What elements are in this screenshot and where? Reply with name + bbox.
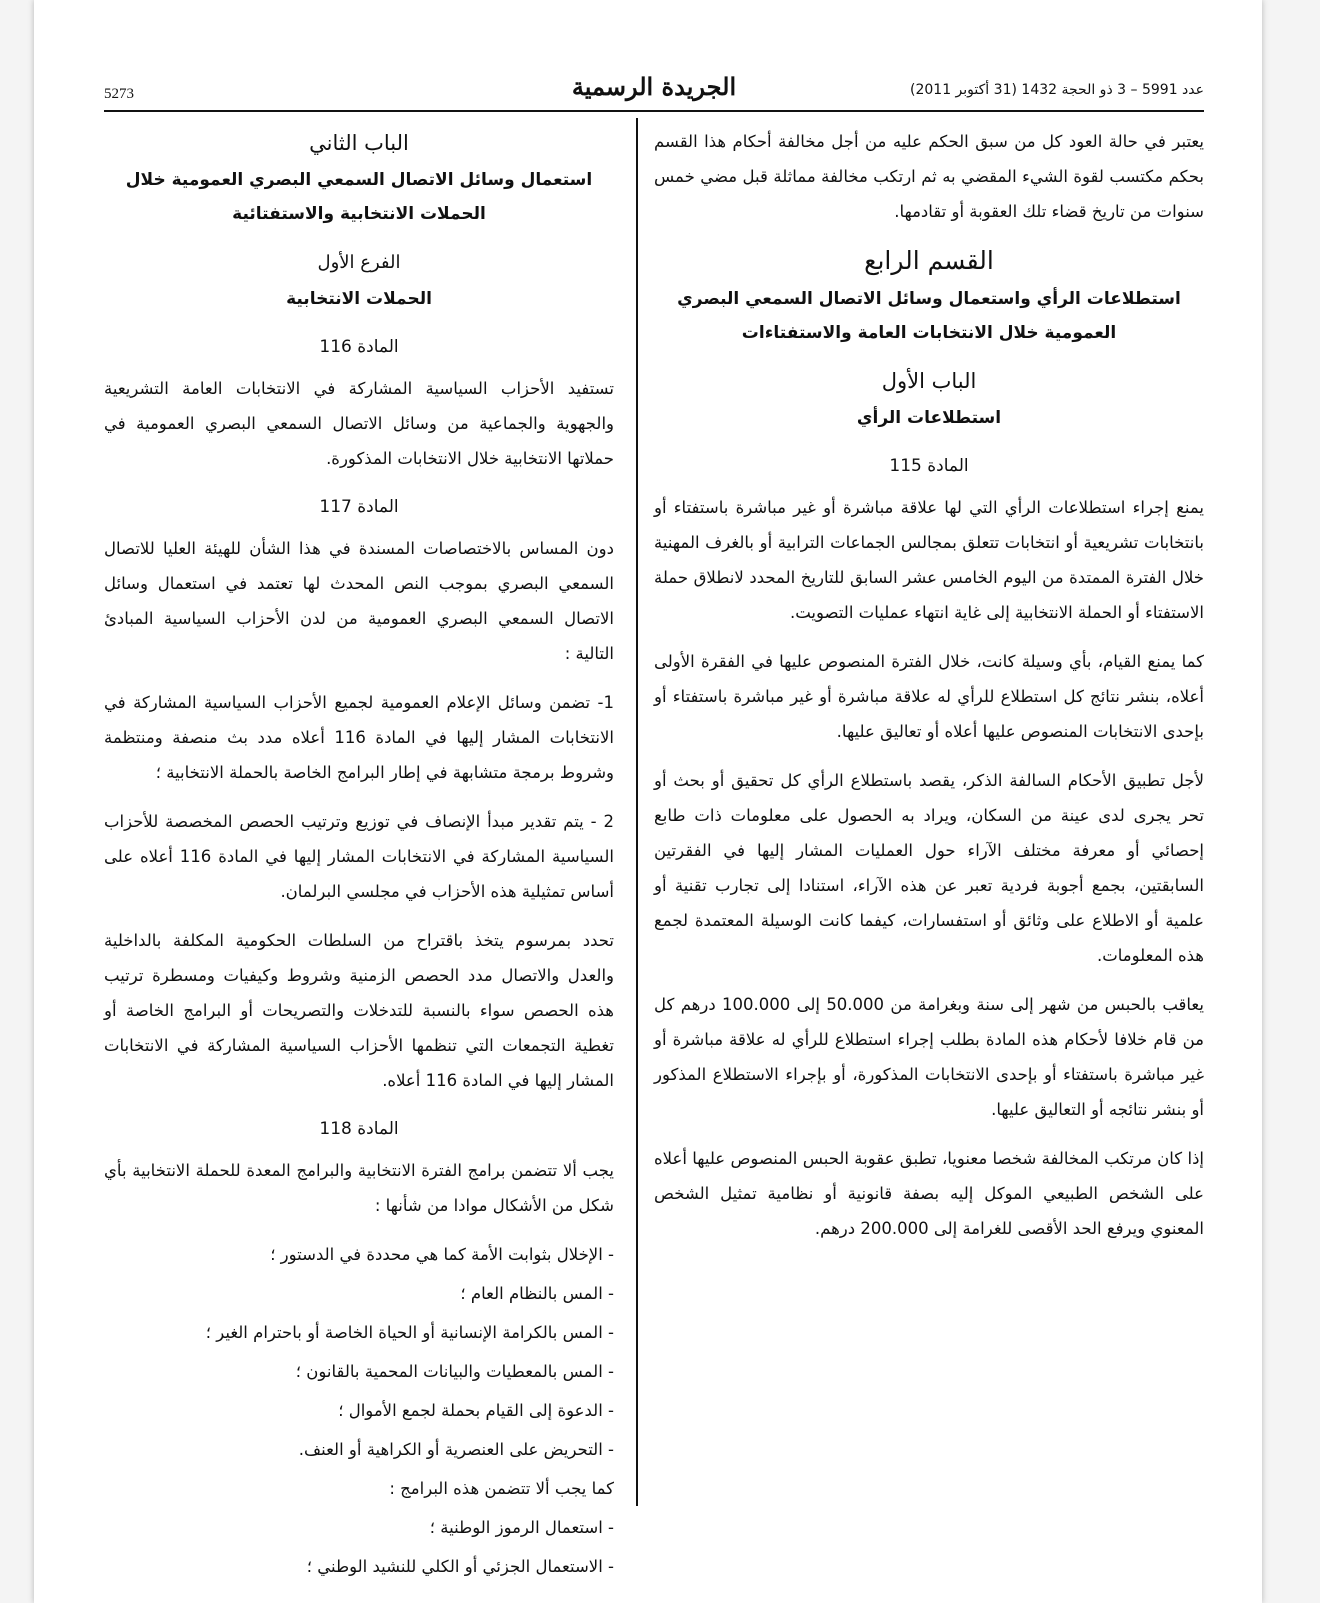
page-number: 5273: [104, 86, 134, 102]
paragraph: إذا كان مرتكب المخالفة شخصا معنويا، تطبق عقوبة الحبس المنصوص عليها أعلاه على الشخص الطبيعي الموكل إليه بصفة قانونية أو نظامية تمثيل الشخص المعنوي ويرفع الحد الأقصى للغرامة إلى 200.000 درهم.: [654, 1149, 1204, 1238]
paragraph: يمنع إجراء استطلاعات الرأي التي لها علاقة مباشرة أو غير مباشرة باستفتاء أو بانتخابات تشريعية أو انتخابات تتعلق بمجالس الجماعات الترابية أو بالغرف المهنية خلال الفترة الممتدة من اليوم الخامس عشر السابق للتاريخ المحدد لانطلاق حملة الاستفتاء أو الحملة الانتخابية إلى غاية انتهاء عمليات التصويت.: [654, 498, 1204, 622]
left-column: [104, 124, 614, 1588]
list-item: - الاستعمال الجزئي أو الكلي للنشيد الوطني ؛: [306, 1557, 614, 1576]
list-item: - المس بالنظام العام ؛: [460, 1284, 614, 1303]
page-header: [104, 70, 1204, 112]
section-heading: القسم الرابع: [864, 246, 994, 275]
paragraph-recidivism: يعتبر في حالة العود كل من سبق الحكم عليه من أجل مخالفة أحكام هذا القسم بحكم مكتسب لقوة الشيء المقضي به ثم ارتكب مخالفة مماثلة قبل مضي خمس سنوات من تاريخ قضاء تلك العقوبة أو تقادمها.: [654, 132, 1204, 221]
article-heading: المادة 117: [319, 497, 399, 517]
paragraph: لأجل تطبيق الأحكام السالفة الذكر، يقصد باستطلاع الرأي كل تحقيق أو بحث أو تحر يجرى لدى عينة من السكان، ويراد به الحصول على معلومات ذات طابع إحصائي أو معرفة مختلف الآراء حول العمليات المشار إليها في الفقرتين السابقتين، بجمع أجوبة فردية تعبر عن هذه الآراء، استنادا إلى تجارب تقنية أو علمية أو الاطلاع على وثائق أو استفسارات، كيفما كانت الوسيلة المعتمدة لجمع هذه المعلومات.: [654, 771, 1204, 965]
document-page: [34, 0, 1262, 1603]
branch-title: الحملات الانتخابية: [286, 289, 432, 309]
paragraph: 2 - يتم تقدير مبدأ الإنصاف في توزيع وترتيب الحصص المخصصة للأحزاب السياسية المشاركة في الانتخابات المشار إليها في المادة 116 أعلاه على أساس تمثيلية هذه الأحزاب في مجلسي البرلمان.: [104, 812, 614, 901]
paragraph: كما يمنع القيام، بأي وسيلة كانت، خلال الفترة المنصوص عليها في الفقرة الأولى أعلاه، بنشر نتائج كل استطلاع للرأي له علاقة مباشرة أو غير مباشرة باستفتاء أو بإحدى الانتخابات المنصوص عليها أعلاه أو تعاليق عليها.: [654, 652, 1204, 741]
right-column: [654, 124, 1204, 1260]
paragraph: دون المساس بالاختصاصات المسندة في هذا الشأن للهيئة العليا للاتصال السمعي البصري بموجب النص المحدث لها تعتمد في استعمال وسائل الاتصال السمعي البصري العمومية من لدن الأحزاب السياسية المبادئ التالية :: [104, 539, 614, 663]
paragraph: تستفيد الأحزاب السياسية المشاركة في الانتخابات العامة التشريعية والجهوية والجماعية من وسائل الاتصال السمعي البصري العمومية في حملاتها الانتخابية خلال الانتخابات المذكورة.: [104, 379, 614, 468]
list-item: - استعمال الرموز الوطنية ؛: [429, 1518, 614, 1537]
paragraph: تحدد بمرسوم يتخذ باقتراح من السلطات الحكومية المكلفة بالداخلية والعدل والاتصال مدد الحصص الزمنية وشروط وكيفيات ومسطرة ترتيب هذه الحصص سواء بالنسبة للتدخلات والتصريحات أو البرامج الخاصة أو تغطية التجمعات التي تنظمها الأحزاب السياسية المشاركة في الانتخابات المشار إليها في المادة 116 أعلاه.: [104, 931, 614, 1090]
list-item: - التحريض على العنصرية أو الكراهية أو العنف.: [298, 1440, 614, 1459]
paragraph: 1- تضمن وسائل الإعلام العمومية لجميع الأحزاب السياسية المشاركة في الانتخابات المشار إليها في المادة 116 أعلاه مدد بث منصفة ومنتظمة وشروط برمجة متشابهة في إطار البرامج الخاصة بالحملة الانتخابية ؛: [104, 693, 614, 782]
article-heading: المادة 116: [319, 337, 399, 357]
issue-info: عدد 5991 – 3 ذو الحجة 1432 (31 أكتوبر 2011): [910, 82, 1204, 98]
branch-heading: الفرع الأول: [317, 252, 401, 273]
list-item: - المس بالكرامة الإنسانية أو الحياة الخاصة أو باحترام الغير ؛: [205, 1323, 614, 1342]
list: [104, 1510, 614, 1584]
article-heading: المادة 118: [319, 1119, 399, 1139]
chapter-heading: الباب الأول: [881, 369, 977, 393]
paragraph: كما يجب ألا تتضمن هذه البرامج :: [389, 1479, 614, 1498]
article-heading: المادة 115: [889, 456, 969, 476]
chapter-title: استعمال وسائل الاتصال السمعي البصري العمومية خلال الحملات الانتخابية والاستفتائية: [125, 170, 593, 224]
list: [104, 1237, 614, 1467]
chapter-title: استطلاعات الرأي: [856, 408, 1002, 428]
column-divider: [636, 118, 638, 1506]
list-item: - الدعوة إلى القيام بحملة لجمع الأموال ؛: [338, 1401, 614, 1420]
list-item: - الإخلال بثوابت الأمة كما هي محددة في الدستور ؛: [270, 1245, 614, 1264]
chapter-heading: الباب الثاني: [309, 131, 409, 155]
paragraph: يعاقب بالحبس من شهر إلى سنة وبغرامة من 50.000 إلى 100.000 درهم كل من قام خلافا لأحكام هذه المادة بطلب إجراء استطلاع للرأي له علاقة مباشرة أو غير مباشرة باستفتاء أو بإحدى الانتخابات المذكورة، أو بإجراء الاستطلاع المذكور أو بنشر نتائجه أو التعاليق عليها.: [654, 995, 1204, 1119]
gazette-title: الجريدة الرسمية: [571, 72, 737, 101]
paragraph: يجب ألا تتضمن برامج الفترة الانتخابية والبرامج المعدة للحملة الانتخابية بأي شكل من الأشكال موادا من شأنها :: [104, 1161, 614, 1215]
list-item: - المس بالمعطيات والبيانات المحمية بالقانون ؛: [295, 1362, 614, 1381]
section-title: استطلاعات الرأي واستعمال وسائل الاتصال السمعي البصري العمومية خلال الانتخابات العامة والاستفتاءات: [677, 289, 1181, 343]
